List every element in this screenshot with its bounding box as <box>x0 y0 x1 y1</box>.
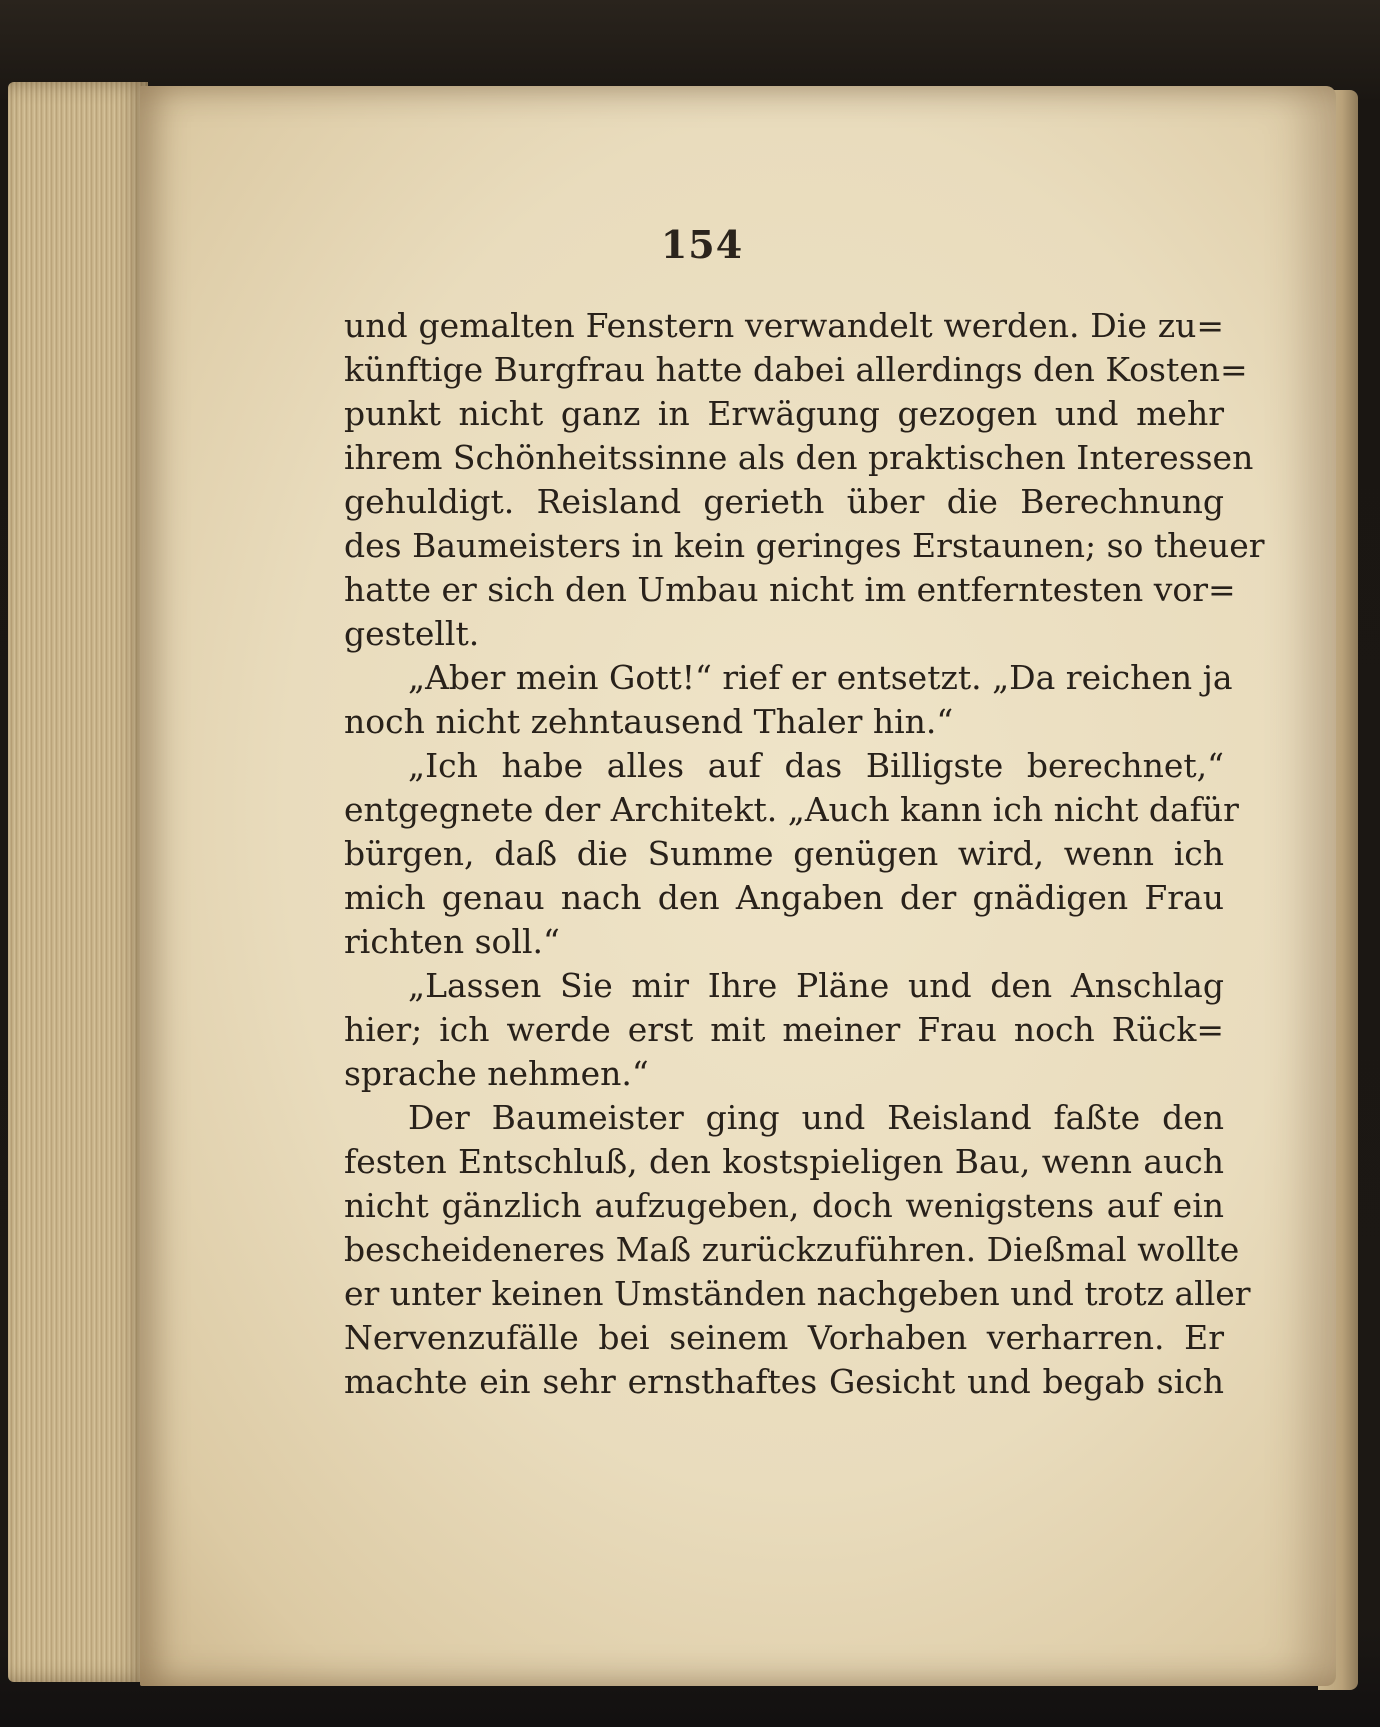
text-line: bescheideneres Maß zurückzuführen. Dießmal wollte <box>344 1230 1240 1269</box>
text-line: Nervenzufälle bei seinem Vorhaben verharren. Er <box>344 1318 1224 1357</box>
text-line: noch nicht zehntausend Thaler hin.“ <box>344 702 954 741</box>
text-line: festen Entschluß, den kostspieligen Bau, wenn auch <box>344 1142 1224 1181</box>
page-edges-left <box>8 82 148 1682</box>
text-line: mich genau nach den Angaben der gnädigen Frau <box>344 878 1224 917</box>
text-line: richten soll.“ <box>344 922 560 961</box>
text-line: machte ein sehr ernsthaftes Gesicht und begab sich <box>344 1362 1224 1401</box>
text-line: hier; ich werde erst mit meiner Frau noch Rück= <box>344 1010 1224 1049</box>
text-line: entgegnete der Architekt. „Auch kann ich nicht dafür <box>344 790 1239 829</box>
text-line: „Aber mein Gott!“ rief er entsetzt. „Da reichen ja <box>408 658 1233 697</box>
text-line: künftige Burgfrau hatte dabei allerdings den Kosten= <box>344 350 1248 389</box>
text-line: „Lassen Sie mir Ihre Pläne und den Anschlag <box>408 966 1224 1005</box>
text-line: des Baumeisters in kein geringes Erstaunen; so theuer <box>344 526 1265 565</box>
text-line: ihrem Schönheitssinne als den praktischen Interessen <box>344 438 1254 477</box>
text-line: nicht gänzlich aufzugeben, doch wenigstens auf ein <box>344 1186 1224 1225</box>
body-text <box>344 304 1265 1404</box>
text-line: und gemalten Fenstern verwandelt werden. Die zu= <box>344 306 1224 345</box>
text-line: hatte er sich den Umbau nicht im entferntesten vor= <box>344 570 1236 609</box>
text-line: gehuldigt. Reisland gerieth über die Berechnung <box>344 482 1224 521</box>
text-line: bürgen, daß die Summe genügen wird, wenn ich <box>344 834 1224 873</box>
text-line: er unter keinen Umständen nachgeben und trotz aller <box>344 1274 1251 1313</box>
text-line: „Ich habe alles auf das Billigste berechnet,“ <box>408 746 1224 785</box>
text-line: punkt nicht ganz in Erwägung gezogen und mehr <box>344 394 1224 433</box>
page-number: 154 <box>660 222 744 267</box>
text-line: gestellt. <box>344 614 480 653</box>
text-line: Der Baumeister ging und Reisland faßte den <box>408 1098 1224 1137</box>
text-line: sprache nehmen.“ <box>344 1054 649 1093</box>
